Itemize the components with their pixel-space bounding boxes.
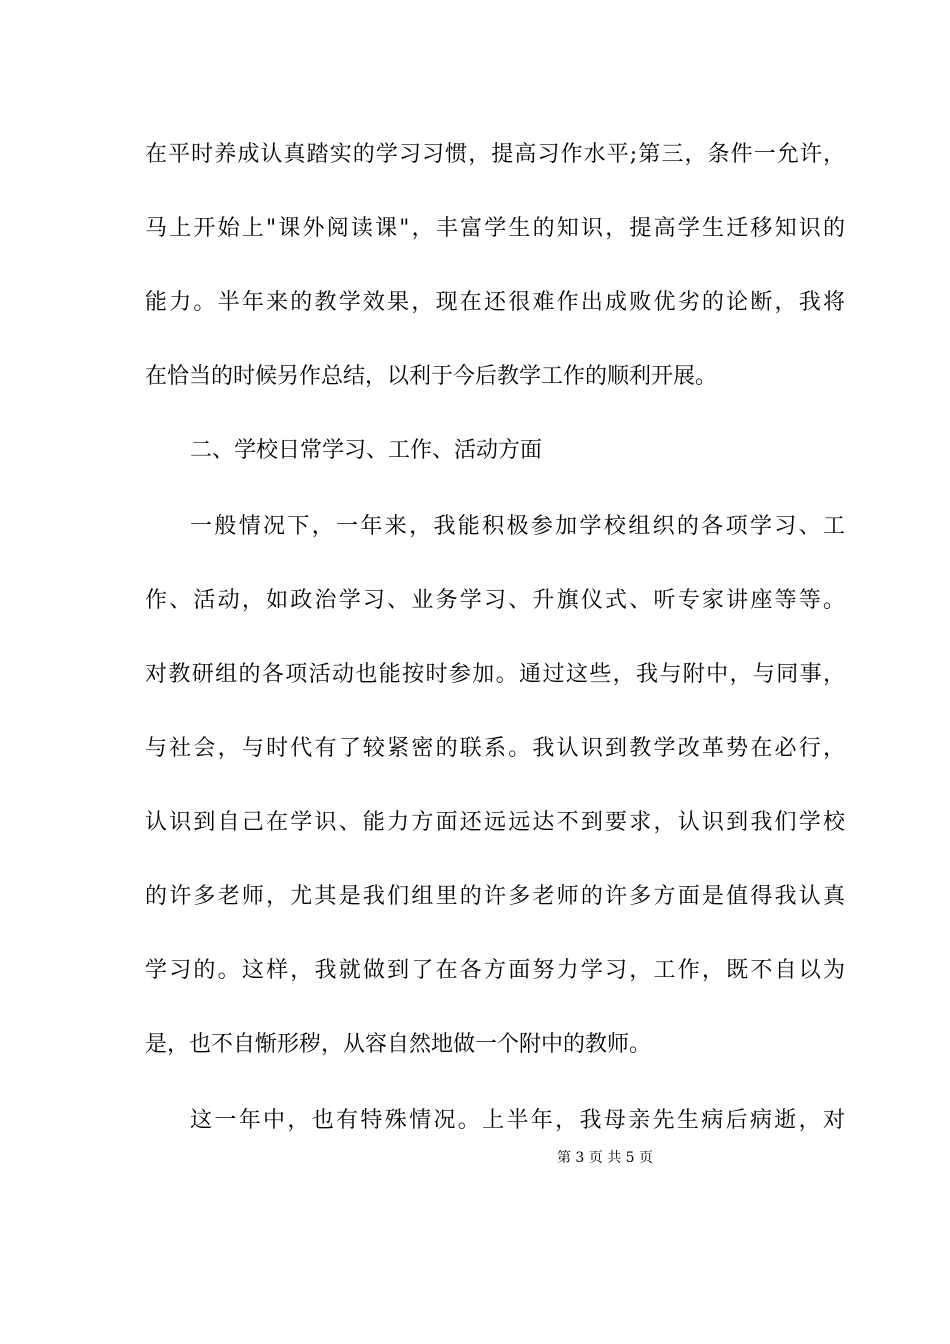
text-line-6: 一般情况下，一年来，我能积极参加学校组织的各项学习、工 [190,514,845,539]
text-line-12: 学习的。这样，我就做到了在各方面努力学习，工作，既不自以为 [145,958,845,983]
text-line-14: 这一年中，也有特殊情况。上半年，我母亲先生病后病逝，对 [190,1108,845,1133]
text-line-3: 能力。半年来的教学效果，现在还很难作出成败优劣的论断，我将 [145,290,845,315]
text-line-9: 与社会，与时代有了较紧密的联系。我认识到教学改革势在必行， [145,736,845,761]
text-line-13: 是，也不自惭形秽，从容自然地做一个附中的教师。 [145,1032,652,1057]
page-number: 第 3 页 共 5 页 [556,1150,654,1166]
text-line-10: 认识到自己在学识、能力方面还远远达不到要求，认识到我们学校 [145,810,845,835]
text-line-4: 在恰当的时候另作总结，以利于今后教学工作的顺利开展。 [145,364,718,389]
text-line-11: 的许多老师，尤其是我们组里的许多老师的许多方面是值得我认真 [145,884,845,909]
text-line-1: 在平时养成认真踏实的学习习惯，提高习作水平;第三，条件一允许， [145,142,845,167]
section-heading: 二、学校日常学习、工作、活动方面 [190,438,543,463]
text-line-7: 作、活动，如政治学习、业务学习、升旗仪式、听专家讲座等等。 [145,588,845,613]
text-line-8: 对教研组的各项活动也能按时参加。通过这些，我与附中，与同事， [145,662,845,687]
text-line-2: 马上开始上"课外阅读课"，丰富学生的知识，提高学生迁移知识的 [145,216,845,241]
page-footer [0,1148,950,1168]
